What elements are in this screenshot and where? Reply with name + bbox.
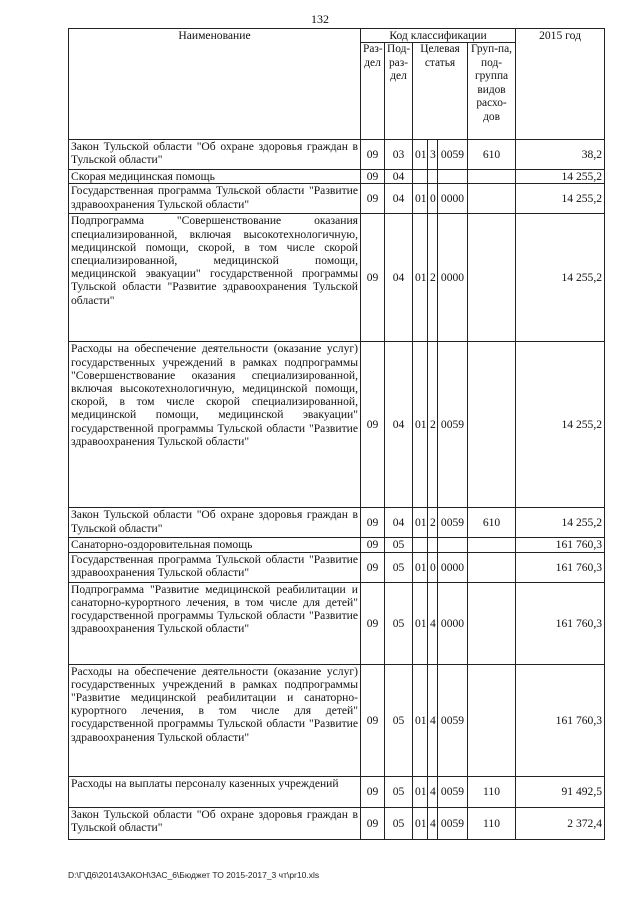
row-target-code: 0059 <box>438 807 468 839</box>
table-row <box>69 582 605 664</box>
row-target-code: 0000 <box>438 214 468 342</box>
row-expense-type <box>468 214 516 342</box>
row-program: 01 <box>413 140 428 170</box>
row-subprogram <box>428 170 438 184</box>
row-amount: 14 255,2 <box>516 342 605 508</box>
row-program: 01 <box>413 807 428 839</box>
row-subsection: 05 <box>385 538 413 552</box>
row-section: 09 <box>361 552 385 582</box>
row-section: 09 <box>361 342 385 508</box>
row-section: 09 <box>361 538 385 552</box>
row-section: 09 <box>361 184 385 214</box>
row-name: Государственная программа Тульской области "Развитие здравоохранения Тульской области" <box>69 184 361 214</box>
row-program: 01 <box>413 776 428 807</box>
row-subprogram: 3 <box>428 140 438 170</box>
row-amount: 38,2 <box>516 140 605 170</box>
row-subsection: 05 <box>385 582 413 664</box>
row-expense-type <box>468 170 516 184</box>
row-program: 01 <box>413 508 428 538</box>
row-expense-type <box>468 664 516 776</box>
row-amount: 14 255,2 <box>516 170 605 184</box>
header-target: Целевая статья <box>413 43 468 140</box>
row-name: Подпрограмма "Совершенствование оказания специализированной, включая высокотехнологичную, медицинской помощи, скорой, в том числе скорой специализированной, медицинской помощи, медицинской эвакуации" государственной программы Тульской области "Развитие здравоохранения Тульской области" <box>69 214 361 342</box>
row-name: Расходы на обеспечение деятельности (оказание услуг) государственных учреждений в рамках подпрограммы "Совершенствование оказания специализированной, включая высокотехнологичную, медицинской помощи, скорой, в том числе скорой специализированной, медицинской помощи, медицинской эвакуации" государственной программы Тульской области "Развитие здравоохранения Тульской области" <box>69 342 361 508</box>
row-subsection: 05 <box>385 776 413 807</box>
row-program: 01 <box>413 664 428 776</box>
header-name: Наименование <box>69 29 361 140</box>
row-section: 09 <box>361 776 385 807</box>
row-target-code: 0000 <box>438 582 468 664</box>
row-name: Скорая медицинская помощь <box>69 170 361 184</box>
row-subprogram: 2 <box>428 214 438 342</box>
row-expense-type: 110 <box>468 807 516 839</box>
row-subsection: 04 <box>385 342 413 508</box>
row-amount: 2 372,4 <box>516 807 605 839</box>
row-subsection: 04 <box>385 214 413 342</box>
row-target-code: 0000 <box>438 552 468 582</box>
table-row <box>69 170 605 184</box>
row-amount: 161 760,3 <box>516 582 605 664</box>
row-amount: 161 760,3 <box>516 552 605 582</box>
row-subprogram: 4 <box>428 776 438 807</box>
row-subprogram: 0 <box>428 552 438 582</box>
row-subprogram: 4 <box>428 664 438 776</box>
row-expense-type: 110 <box>468 776 516 807</box>
table-row <box>69 776 605 807</box>
row-section: 09 <box>361 508 385 538</box>
row-subprogram <box>428 538 438 552</box>
row-target-code: 0059 <box>438 776 468 807</box>
row-name: Закон Тульской области "Об охране здоровья граждан в Тульской области" <box>69 140 361 170</box>
row-section: 09 <box>361 170 385 184</box>
row-name: Подпрограмма "Развитие медицинской реабилитации и санаторно-курортного лечения, в том числе для детей" государственной программы Тульской области "Развитие здравоохранения Тульской области" <box>69 582 361 664</box>
row-target-code <box>438 170 468 184</box>
table-row <box>69 664 605 776</box>
row-program: 01 <box>413 342 428 508</box>
row-target-code: 0059 <box>438 342 468 508</box>
row-subprogram: 2 <box>428 342 438 508</box>
row-expense-type <box>468 552 516 582</box>
row-subprogram: 0 <box>428 184 438 214</box>
row-expense-type: 610 <box>468 140 516 170</box>
header-subsection: Под-раз-дел <box>385 43 413 140</box>
row-expense-type <box>468 538 516 552</box>
row-expense-type <box>468 184 516 214</box>
table-row <box>69 538 605 552</box>
row-name: Государственная программа Тульской области "Развитие здравоохранения Тульской области" <box>69 552 361 582</box>
row-subsection: 05 <box>385 664 413 776</box>
budget-table <box>68 28 605 840</box>
table-row <box>69 342 605 508</box>
row-target-code: 0059 <box>438 508 468 538</box>
row-target-code: 0059 <box>438 664 468 776</box>
row-program: 01 <box>413 552 428 582</box>
row-section: 09 <box>361 582 385 664</box>
row-amount: 91 492,5 <box>516 776 605 807</box>
row-amount: 161 760,3 <box>516 538 605 552</box>
row-subsection: 05 <box>385 552 413 582</box>
row-subprogram: 4 <box>428 807 438 839</box>
row-expense-type: 610 <box>468 508 516 538</box>
row-subsection: 04 <box>385 170 413 184</box>
table-row <box>69 184 605 214</box>
row-expense-type <box>468 342 516 508</box>
row-program: 01 <box>413 582 428 664</box>
row-name: Санаторно-оздоровительная помощь <box>69 538 361 552</box>
row-amount: 14 255,2 <box>516 508 605 538</box>
page-number: 132 <box>311 12 329 26</box>
row-program <box>413 538 428 552</box>
row-section: 09 <box>361 214 385 342</box>
row-name: Расходы на выплаты персоналу казенных учреждений <box>69 776 361 807</box>
row-target-code: 0059 <box>438 140 468 170</box>
file-path-footer: D:\Г\Д6\2014\ЗАКОН\ЗАС_6\Бюджет ТО 2015-2017_3 чт\pr10.xls <box>68 870 320 880</box>
table-row <box>69 508 605 538</box>
table-row <box>69 807 605 839</box>
row-name: Закон Тульской области "Об охране здоровья граждан в Тульской области" <box>69 508 361 538</box>
table-row <box>69 552 605 582</box>
row-amount: 161 760,3 <box>516 664 605 776</box>
row-target-code: 0000 <box>438 184 468 214</box>
row-name: Закон Тульской области "Об охране здоровья граждан в Тульской области" <box>69 807 361 839</box>
row-subsection: 03 <box>385 140 413 170</box>
row-target-code <box>438 538 468 552</box>
row-section: 09 <box>361 807 385 839</box>
row-subsection: 04 <box>385 508 413 538</box>
row-amount: 14 255,2 <box>516 214 605 342</box>
header-section: Раз-дел <box>361 43 385 140</box>
table-row <box>69 140 605 170</box>
row-subsection: 04 <box>385 184 413 214</box>
row-program <box>413 170 428 184</box>
row-amount: 14 255,2 <box>516 184 605 214</box>
header-classification: Код классификации <box>361 29 516 43</box>
header-expense-type: Груп-па, под-группа видов расхо-дов <box>468 43 516 140</box>
row-name: Расходы на обеспечение деятельности (оказание услуг) государственных учреждений в рамках подпрограммы "Развитие медицинской реабилитации и санаторно-курортного лечения, в том числе для детей" государственной программы Тульской области "Развитие здравоохранения Тульской области" <box>69 664 361 776</box>
table-row <box>69 214 605 342</box>
row-subsection: 05 <box>385 807 413 839</box>
row-section: 09 <box>361 664 385 776</box>
row-program: 01 <box>413 214 428 342</box>
row-expense-type <box>468 582 516 664</box>
row-subprogram: 2 <box>428 508 438 538</box>
row-subprogram: 4 <box>428 582 438 664</box>
row-program: 01 <box>413 184 428 214</box>
row-section: 09 <box>361 140 385 170</box>
header-year: 2015 год <box>516 29 605 140</box>
